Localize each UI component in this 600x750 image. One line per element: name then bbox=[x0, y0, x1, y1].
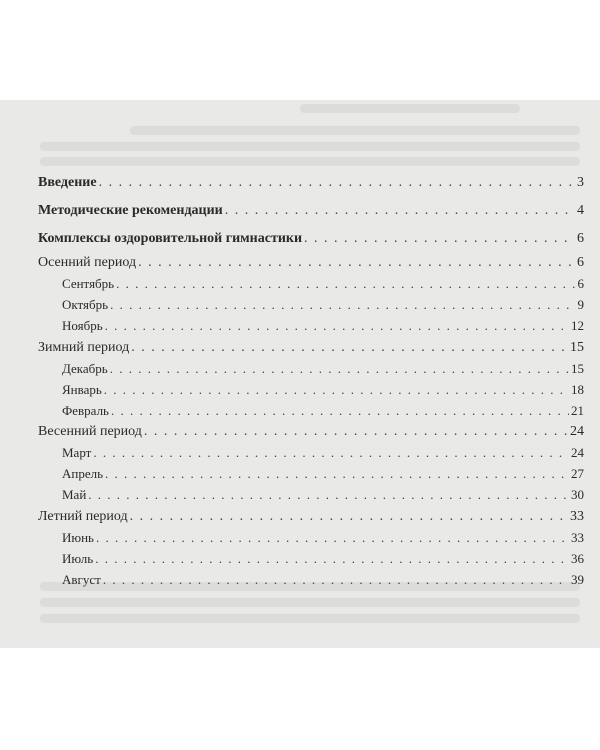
toc-entry-july[interactable] bbox=[62, 550, 584, 568]
toc-entry-page: 39 bbox=[571, 572, 584, 587]
toc-entry-title: Ноябрь bbox=[62, 318, 103, 333]
dot-leader bbox=[88, 486, 569, 504]
toc-entry-title: Январь bbox=[62, 382, 102, 397]
dot-leader bbox=[110, 360, 569, 378]
toc-entry-page: 18 bbox=[571, 382, 584, 397]
toc-entry-page: 6 bbox=[577, 255, 584, 270]
toc-entry-title: Октябрь bbox=[62, 297, 109, 312]
toc-entry-page: 3 bbox=[577, 175, 584, 190]
dot-leader bbox=[105, 465, 569, 483]
dot-leader bbox=[93, 444, 569, 462]
toc-entry-page: 21 bbox=[571, 403, 584, 418]
toc-entry-title: Март bbox=[62, 445, 92, 460]
dot-leader bbox=[99, 174, 575, 192]
dot-leader bbox=[225, 202, 575, 220]
dot-leader bbox=[103, 571, 569, 589]
dot-leader bbox=[95, 550, 569, 568]
toc-entry-spring[interactable] bbox=[38, 423, 584, 441]
toc-entry-title: Август bbox=[62, 572, 101, 587]
toc-entry-march[interactable] bbox=[62, 444, 584, 462]
toc-entry-april[interactable] bbox=[62, 465, 584, 483]
toc-entry-methodology[interactable] bbox=[38, 202, 584, 220]
toc-entry-page: 33 bbox=[570, 509, 584, 524]
bleed-through-line bbox=[130, 126, 580, 135]
toc-entry-complexes[interactable] bbox=[38, 230, 584, 248]
toc-entry-page: 24 bbox=[570, 424, 584, 439]
toc-entry-title: Летний период bbox=[38, 509, 128, 524]
toc-entry-title: Весенний период bbox=[38, 424, 142, 439]
dot-leader bbox=[96, 529, 569, 547]
toc-entry-page: 24 bbox=[571, 445, 584, 460]
toc-entry-title: Июнь bbox=[62, 530, 94, 545]
toc-entry-winter[interactable] bbox=[38, 339, 584, 357]
bleed-through-line bbox=[40, 142, 580, 151]
dot-leader bbox=[131, 339, 568, 357]
toc-entry-page: 15 bbox=[570, 340, 584, 355]
toc-entry-august[interactable] bbox=[62, 571, 584, 589]
dot-leader bbox=[130, 508, 568, 526]
toc-entry-page: 15 bbox=[571, 361, 584, 376]
dot-leader bbox=[304, 230, 575, 248]
dot-leader bbox=[110, 296, 575, 314]
book-page bbox=[0, 100, 600, 648]
toc-entry-january[interactable] bbox=[62, 381, 584, 399]
bleed-through-line bbox=[40, 157, 580, 166]
dot-leader bbox=[105, 317, 569, 335]
toc-entry-introduction[interactable] bbox=[38, 174, 584, 192]
toc-entry-page: 4 bbox=[577, 203, 584, 218]
toc-entry-december[interactable] bbox=[62, 360, 584, 378]
toc-entry-autumn[interactable] bbox=[38, 254, 584, 272]
bleed-through-line bbox=[40, 614, 580, 623]
toc-entry-title: Май bbox=[62, 487, 87, 502]
toc-entry-page: 6 bbox=[577, 231, 584, 246]
toc-entry-summer[interactable] bbox=[38, 508, 584, 526]
bleed-through-line bbox=[40, 598, 580, 607]
toc-entry-page: 36 bbox=[571, 551, 584, 566]
bleed-through-line bbox=[300, 104, 520, 113]
toc-entry-page: 6 bbox=[577, 276, 584, 291]
toc-entry-title: Июль bbox=[62, 551, 94, 566]
toc-entry-page: 30 bbox=[571, 487, 584, 502]
toc-entry-page: 12 bbox=[571, 318, 584, 333]
toc-entry-june[interactable] bbox=[62, 529, 584, 547]
dot-leader bbox=[116, 275, 575, 293]
toc-entry-title: Введение bbox=[38, 175, 97, 190]
dot-leader bbox=[104, 381, 569, 399]
toc-entry-page: 9 bbox=[577, 297, 584, 312]
toc-entry-title: Апрель bbox=[62, 466, 104, 481]
toc-entry-september[interactable] bbox=[62, 275, 584, 293]
dot-leader bbox=[111, 402, 569, 420]
toc-entry-may[interactable] bbox=[62, 486, 584, 504]
toc-entry-title: Комплексы оздоровительной гимнастики bbox=[38, 231, 303, 246]
toc-entry-title: Февраль bbox=[62, 403, 109, 418]
toc-entry-october[interactable] bbox=[62, 296, 584, 314]
toc-entry-title: Зимний период bbox=[38, 340, 130, 355]
toc-entry-page: 33 bbox=[571, 530, 584, 545]
toc-entry-title: Методические рекомендации bbox=[38, 203, 223, 218]
toc-entry-february[interactable] bbox=[62, 402, 584, 420]
toc-entry-title: Декабрь bbox=[62, 361, 108, 376]
dot-leader bbox=[144, 423, 568, 441]
toc-entry-page: 27 bbox=[571, 466, 584, 481]
toc-entry-title: Сентябрь bbox=[62, 276, 115, 291]
toc-entry-title: Осенний период bbox=[38, 255, 137, 270]
toc-entry-november[interactable] bbox=[62, 317, 584, 335]
dot-leader bbox=[138, 254, 575, 272]
